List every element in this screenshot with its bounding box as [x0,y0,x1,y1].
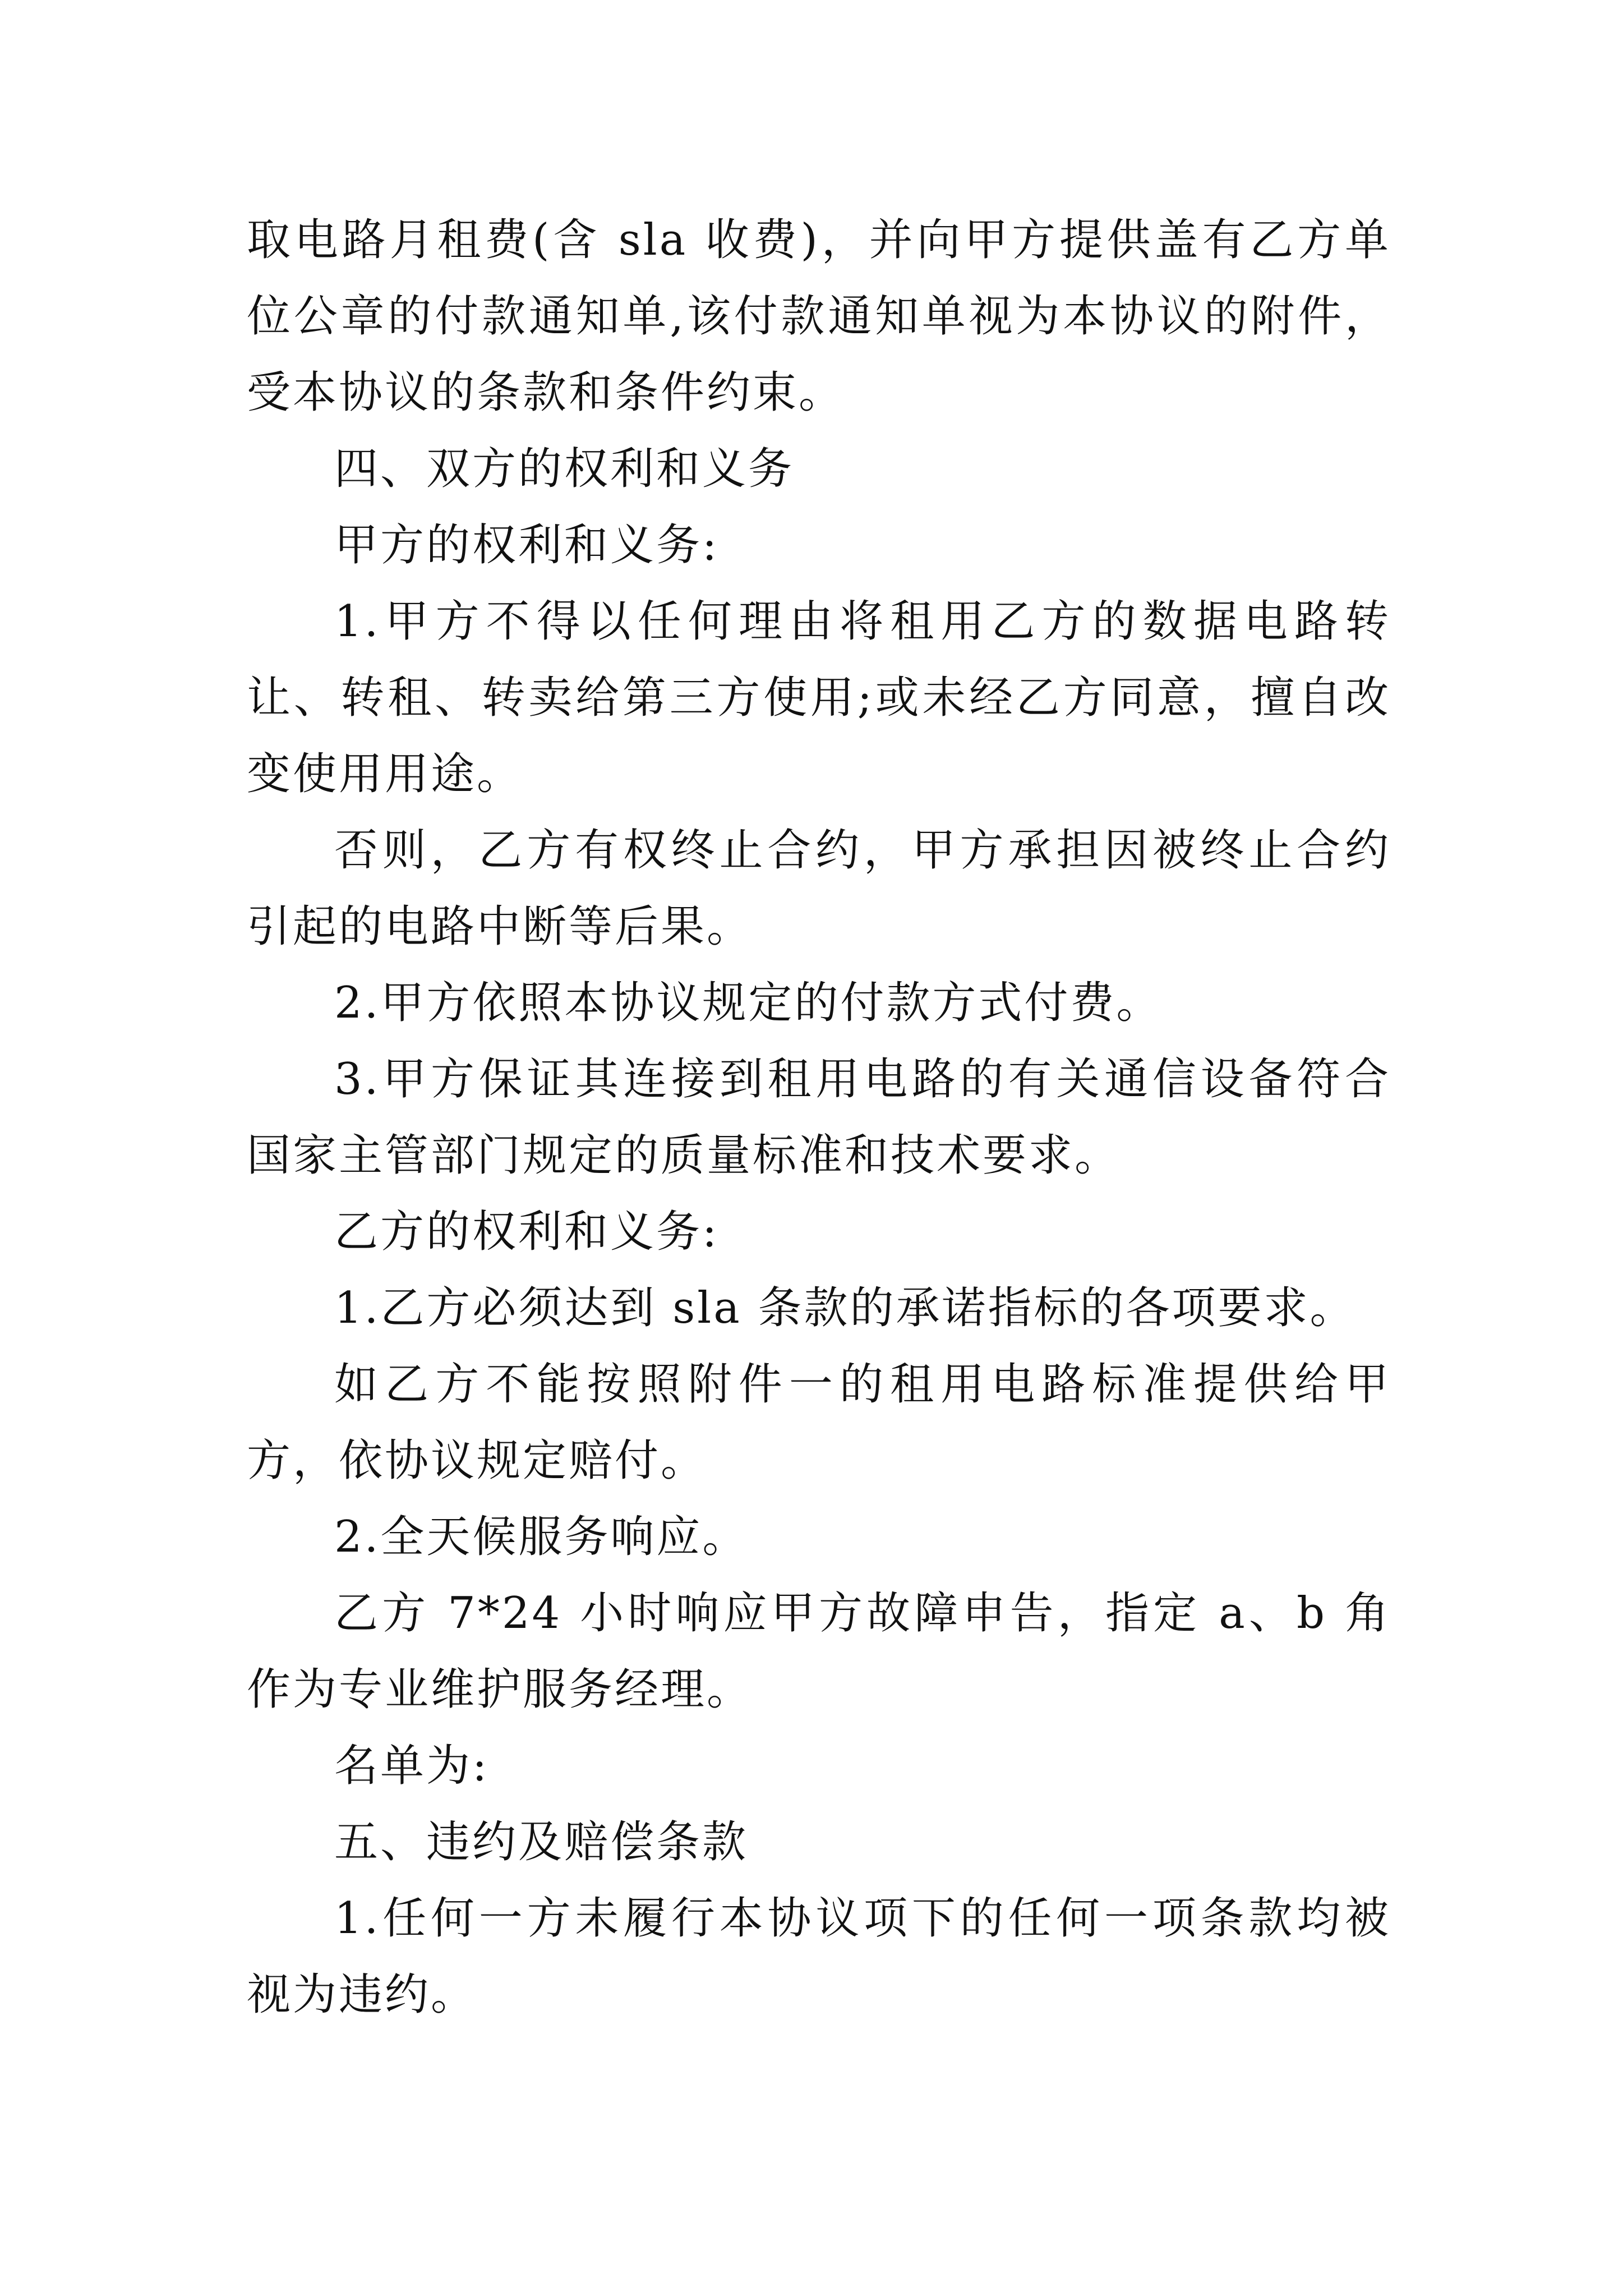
heading-section-five: 五、违约及赔偿条款 [334,1817,749,1867]
subheading-party-b-rights: 乙方的权利和义务: [334,1207,720,1257]
paragraph-party-a-item-3: 3.甲方保证其连接到租用电路的有关通信设备符合国家主管部门规定的质量标准和技术要求。 [247,1054,1391,1181]
paragraph-payment-notice: 取电路月租费(含 sla 收费)，并向甲方提供盖有乙方单位公章的付款通知单,该付款通知单视为本协议的附件，受本协议的条款和条件约束。 [247,215,1391,418]
paragraph-party-b-item-2: 2.全天候服务响应。 [334,1512,749,1562]
subheading-party-a-rights: 甲方的权利和义务: [334,520,720,570]
paragraph-party-b-item-1: 1.乙方必须达到 sla 条款的承诺指标的各项要求。 [334,1283,1356,1333]
heading-section-four: 四、双方的权利和义务 [334,444,795,494]
paragraph-party-a-item-1-consequence: 否则，乙方有权终止合约，甲方承担因被终止合约引起的电路中断等后果。 [247,825,1391,952]
paragraph-party-a-item-2: 2.甲方依照本协议规定的付款方式付费。 [334,978,1163,1028]
paragraph-breach-item-1: 1.任何一方未履行本协议项下的任何一项条款均被视为违约。 [247,1893,1391,2020]
paragraph-party-b-item-2-detail: 乙方 7*24 小时响应甲方故障申告，指定 a、b 角作为专业维护服务经理。 [247,1588,1391,1715]
paragraph-party-b-item-1-compensation: 如乙方不能按照附件一的租用电路标准提供给甲方，依协议规定赔付。 [247,1359,1391,1486]
document-body [247,202,1391,2033]
paragraph-party-a-item-1: 1.甲方不得以任何理由将租用乙方的数据电路转让、转租、转卖给第三方使用;或未经乙方同意，擅自改变使用用途。 [247,596,1391,799]
paragraph-name-list: 名单为: [334,1741,490,1791]
